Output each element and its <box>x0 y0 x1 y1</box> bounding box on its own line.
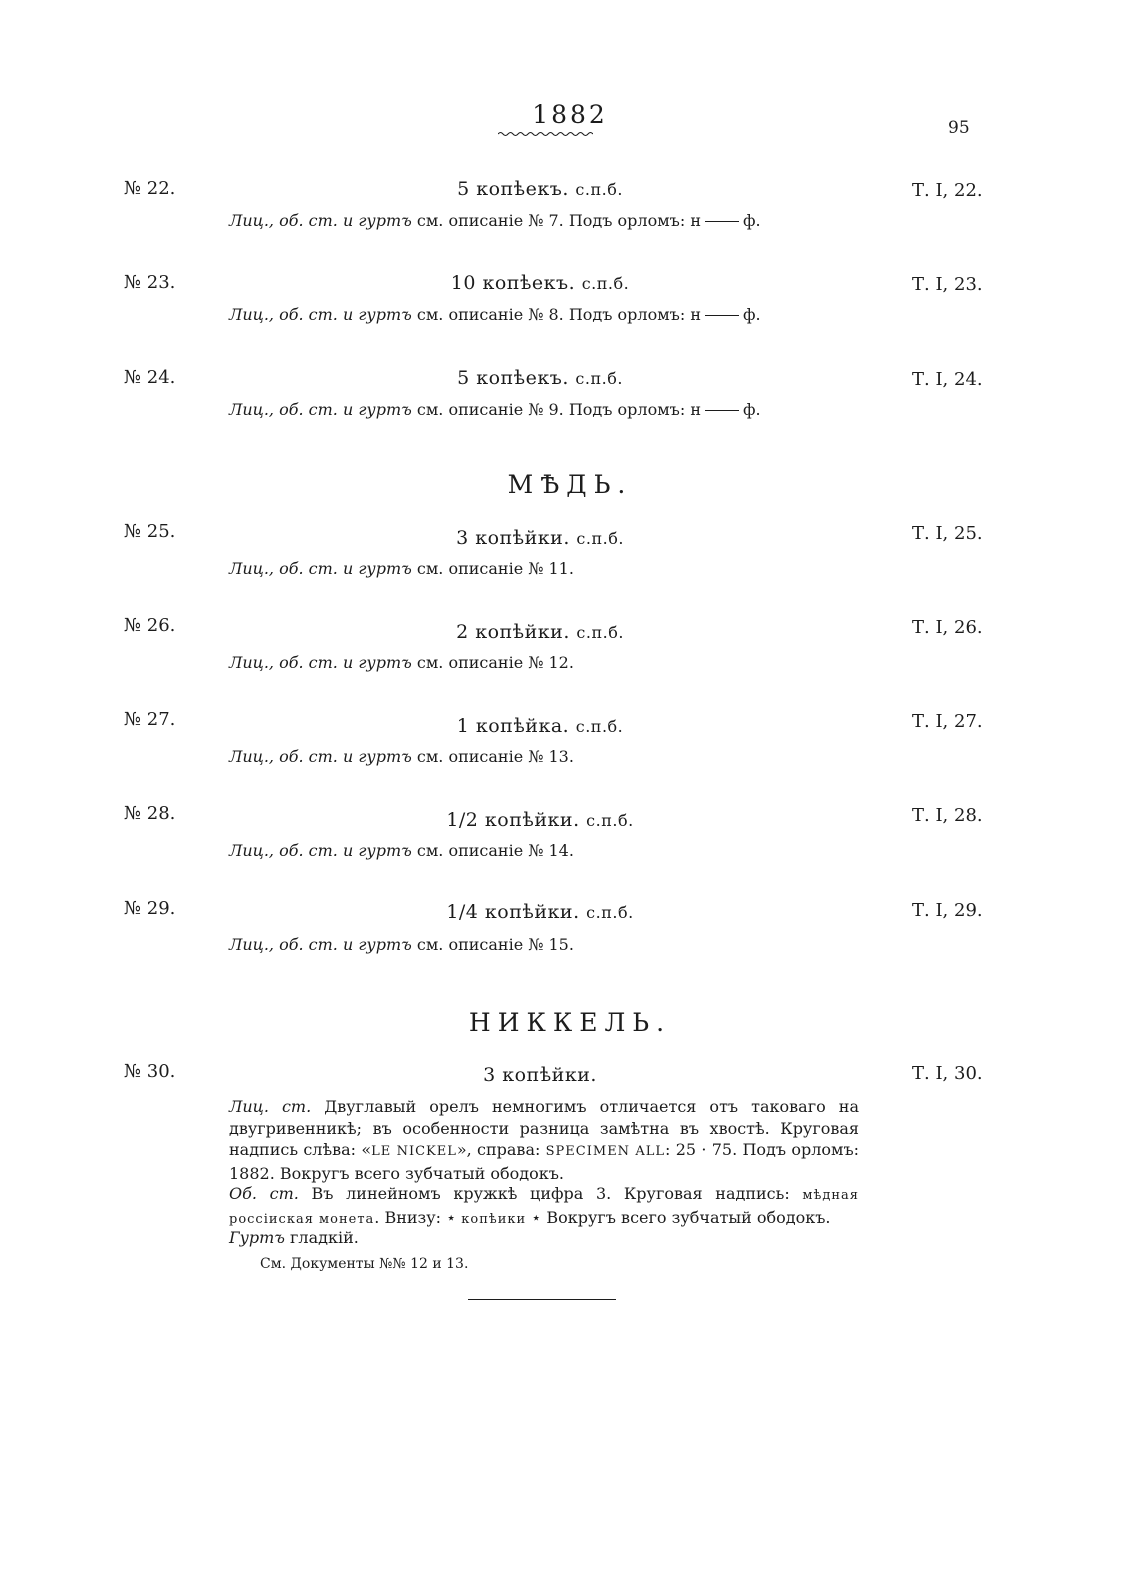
description-label: Лиц., об. ст. и гуртъ <box>229 400 412 419</box>
page-number: 95 <box>948 118 970 138</box>
reverse-text: Въ линейномъ кружкѣ цифра 3. Круговая надпись: <box>311 1184 803 1203</box>
reverse-text: ⋆ Вокругъ всего зубчатый ободокъ. <box>526 1207 831 1227</box>
plate-reference: Т. I, 24. <box>912 369 983 390</box>
coin-description <box>229 747 574 766</box>
right-letter: ф. <box>743 305 761 324</box>
obverse-description <box>229 1096 859 1184</box>
coin-description <box>229 559 574 578</box>
description-label: Лиц., об. ст. и гуртъ <box>229 653 412 672</box>
obverse-text: Двуглавый орелъ немногимъ отличается отъ таковаго на двугривенникѣ; въ особенности разница замѣтна въ хвостѣ. Круговая надпись слѣва: « <box>229 1097 859 1159</box>
coin-title <box>260 527 820 549</box>
coin-title <box>260 715 820 737</box>
coin-denomination: 3 копѣйки. <box>456 527 570 549</box>
coin-entry <box>0 803 1140 883</box>
left-letter: н <box>690 211 701 230</box>
coin-denomination: 5 копѣекъ. <box>457 367 569 389</box>
dash <box>705 221 739 222</box>
coin-title <box>260 272 820 294</box>
plate-reference: Т. I, 23. <box>912 274 983 295</box>
description-text: см. описаніе № 14. <box>416 841 574 860</box>
entry-number: № 27. <box>124 709 176 730</box>
section-heading-copper: МѢДЬ. <box>507 470 633 499</box>
coin-entry <box>0 709 1140 789</box>
reverse-text: . Внизу: ⋆ <box>374 1207 462 1227</box>
description-label: Лиц., об. ст. и гуртъ <box>229 935 412 954</box>
coin-entry <box>0 178 1140 258</box>
mint-mark: с.п.б. <box>575 369 623 388</box>
plate-reference: Т. I, 30. <box>912 1063 983 1084</box>
left-letter: н <box>690 305 701 324</box>
coin-denomination: 1 копѣйка. <box>456 715 570 737</box>
coin-title <box>260 809 820 831</box>
coin-description <box>229 211 761 230</box>
section-heading-nickel: НИККЕЛЬ. <box>468 1008 672 1037</box>
coin-title <box>260 178 820 200</box>
mint-mark: с.п.б. <box>576 623 624 642</box>
coin-denomination: 10 копѣекъ. <box>450 272 576 294</box>
reverse-label: Об. ст. <box>229 1184 299 1203</box>
legend-right: SPECIMEN ALL <box>545 1144 666 1159</box>
mint-mark: с.п.б. <box>586 903 634 922</box>
left-letter: н <box>690 400 701 419</box>
coin-entry <box>0 367 1140 447</box>
coin-entry <box>0 615 1140 695</box>
mint-mark: с.п.б. <box>575 717 624 736</box>
plate-reference: Т. I, 26. <box>912 617 983 638</box>
description-text: см. описаніе № 7. Подъ орломъ: <box>416 211 686 230</box>
plate-reference: Т. I, 22. <box>912 180 983 201</box>
entry-number: № 24. <box>124 367 176 388</box>
entry-number: № 28. <box>124 803 176 824</box>
description-text: см. описаніе № 13. <box>416 747 574 766</box>
entry-number: № 30. <box>124 1061 176 1082</box>
edge-description <box>229 1227 859 1249</box>
mint-mark: с.п.б. <box>586 811 634 830</box>
mint-mark: с.п.б. <box>581 274 630 293</box>
coin-description <box>229 653 574 672</box>
dash <box>705 315 739 316</box>
description-text: см. описаніе № 9. Подъ орломъ: <box>416 400 686 419</box>
entry-number: № 25. <box>124 521 176 542</box>
edge-label: Гуртъ <box>229 1228 285 1247</box>
description-label: Лиц., об. ст. и гуртъ <box>229 305 412 324</box>
coin-denomination: 1/2 копѣйки. <box>446 809 580 831</box>
coin-denomination: 5 копѣекъ. <box>457 178 569 200</box>
description-label: Лиц., об. ст. и гуртъ <box>229 559 412 578</box>
description-label: Лиц., об. ст. и гуртъ <box>229 747 412 766</box>
edge-text: гладкій. <box>290 1228 359 1247</box>
entry-number: № 22. <box>124 178 176 199</box>
obverse-text: : 25 · 75. Подъ орломъ: 1882. Вокругъ всего зубчатый ободокъ. <box>229 1140 860 1183</box>
plate-reference: Т. I, 28. <box>912 805 983 826</box>
coin-denomination: 1/4 копѣйки. <box>446 901 580 923</box>
coin-entry <box>0 521 1140 601</box>
legend-left: LE NICKEL <box>371 1144 457 1159</box>
coin-description <box>229 935 574 954</box>
description-text: см. описаніе № 8. Подъ орломъ: <box>416 305 686 324</box>
description-text: см. описаніе № 12. <box>416 653 574 672</box>
coin-title <box>260 621 820 643</box>
mint-mark: с.п.б. <box>575 180 623 199</box>
description-label: Лиц., об. ст. и гуртъ <box>229 211 412 230</box>
dash <box>705 410 739 411</box>
obverse-label: Лиц. ст. <box>229 1097 312 1116</box>
year-underline-ornament <box>498 130 593 138</box>
coin-entry <box>0 272 1140 352</box>
reverse-description <box>229 1183 859 1230</box>
coin-denomination: 2 копѣйки. <box>456 621 570 643</box>
coin-description <box>229 305 761 324</box>
coin-title <box>260 901 820 923</box>
page-year: 1882 <box>532 100 608 129</box>
right-letter: ф. <box>743 211 761 230</box>
reverse-legend: мѣдная россiиская монета <box>229 1188 859 1227</box>
mint-mark: с.п.б. <box>576 529 624 548</box>
description-label: Лиц., об. ст. и гуртъ <box>229 841 412 860</box>
right-letter: ф. <box>743 400 761 419</box>
coin-denomination: 3 копѣйки. <box>483 1064 597 1086</box>
plate-reference: Т. I, 25. <box>912 523 983 544</box>
see-also-note: См. Документы №№ 12 и 13. <box>260 1256 469 1272</box>
coin-entry <box>0 898 1140 978</box>
description-text: см. описаніе № 11. <box>416 559 574 578</box>
description-text: см. описаніе № 15. <box>416 935 574 954</box>
closing-rule <box>468 1299 616 1300</box>
coin-title <box>260 367 820 389</box>
entry-number: № 29. <box>124 898 176 919</box>
plate-reference: Т. I, 29. <box>912 900 983 921</box>
plate-reference: Т. I, 27. <box>912 711 983 732</box>
coin-description <box>229 841 574 860</box>
obverse-text: », справа: <box>456 1140 546 1159</box>
entry-number: № 26. <box>124 615 176 636</box>
coin-description <box>229 400 761 419</box>
reverse-bottom-legend: копѣики <box>461 1211 527 1227</box>
entry-number: № 23. <box>124 272 176 293</box>
